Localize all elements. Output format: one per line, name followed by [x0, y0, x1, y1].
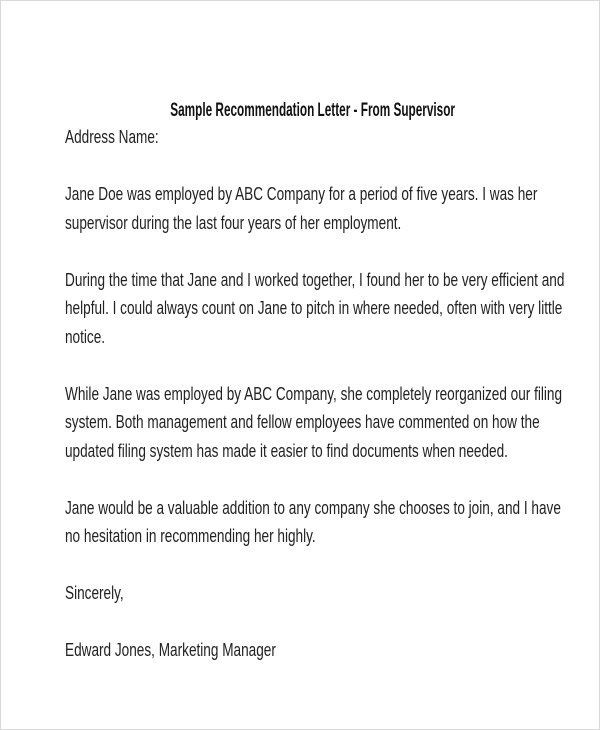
blank-line: [65, 551, 564, 580]
letter-body: [65, 123, 564, 665]
blank-line: [65, 351, 564, 380]
paragraph-line: updated filing system has made it easier to find documents when needed.: [65, 439, 508, 461]
paragraph-line: system. Both management and fellow employees have commented on how the: [65, 411, 540, 432]
paragraph-line: no hesitation in recommending her highly.: [65, 525, 316, 546]
blank-line: [65, 152, 564, 181]
paragraph-line: Jane would be a valuable addition to any company she chooses to join, and I have: [65, 496, 561, 518]
letter-title-text: Sample Recommendation Letter - From Supervisor: [170, 100, 456, 121]
blank-line: [65, 237, 564, 266]
closing-salutation: Sincerely,: [65, 582, 124, 603]
letter-title: [1, 99, 600, 123]
paragraph-line: supervisor during the last four years of her employment.: [65, 211, 402, 233]
paragraph-filing-system: [65, 380, 564, 466]
paragraph-efficiency: [65, 266, 564, 352]
paragraph-line: helpful. I could always count on Jane to pitch in where needed, often with very little: [65, 297, 563, 318]
blank-line: [65, 465, 564, 494]
signature-line: Edward Jones, Marketing Manager: [65, 639, 276, 660]
address-line: Address Name:: [65, 126, 159, 147]
blank-line: [65, 608, 564, 637]
paragraph-employment: [65, 180, 564, 237]
paragraph-line: During the time that Jane and I worked together, I found her to be very efficient and: [65, 268, 565, 290]
paragraph-recommendation: [65, 494, 564, 551]
paragraph-line: notice.: [65, 325, 106, 347]
paragraph-line: While Jane was employed by ABC Company, she completely reorganized our filing: [65, 382, 563, 404]
paragraph-line: Jane Doe was employed by ABC Company for a period of five years. I was her: [65, 183, 538, 204]
